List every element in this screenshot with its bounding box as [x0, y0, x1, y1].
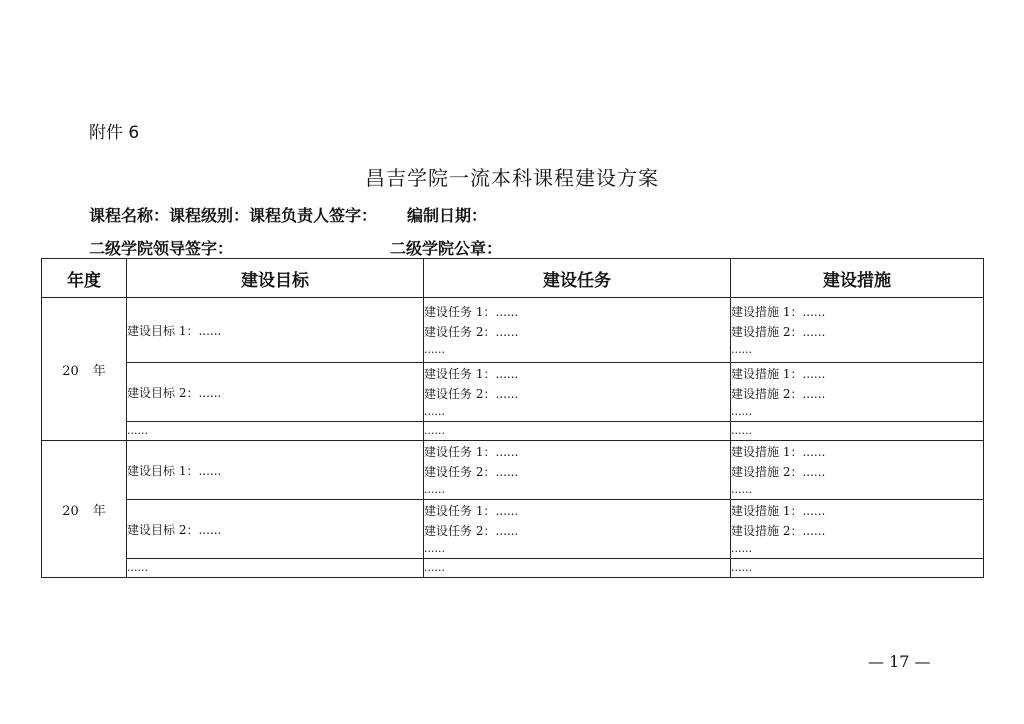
task-cell	[424, 298, 731, 363]
header-task: 建设任务	[424, 259, 731, 298]
table-row	[42, 559, 984, 578]
measure-cell	[731, 500, 984, 559]
table-row	[42, 500, 984, 559]
year-unit: 年	[92, 503, 106, 519]
task-item: 建设任务 2：......	[424, 524, 519, 538]
task-item: ......	[424, 343, 445, 356]
goal-cell: 建设目标 1：......	[127, 441, 424, 500]
measure-item: ......	[731, 343, 752, 356]
task-item: 建设任务 1：......	[424, 367, 519, 381]
attachment-label: 附件 6	[89, 123, 140, 143]
meta-line-1	[89, 203, 487, 226]
measure-item: 建设措施 1：......	[731, 367, 826, 381]
year-unit: 年	[92, 363, 106, 379]
task-item: 建设任务 2：......	[424, 387, 519, 401]
compile-date-label: 编制日期：	[407, 206, 488, 225]
goal-cell: 建设目标 2：......	[127, 363, 424, 422]
measure-item: 建设措施 1：......	[731, 305, 826, 319]
task-item: ......	[424, 542, 445, 555]
measure-item: 建设措施 1：......	[731, 445, 826, 459]
more-measures-cell: ......	[731, 422, 984, 441]
measure-cell	[731, 441, 984, 500]
task-item: 建设任务 1：......	[424, 305, 519, 319]
table-header-row	[42, 259, 984, 298]
construction-plan-table	[41, 258, 984, 578]
table-row	[42, 298, 984, 363]
task-item: 建设任务 1：......	[424, 445, 519, 459]
meta-line-2	[89, 236, 503, 259]
college-seal-label: 二级学院公章：	[390, 239, 503, 258]
table-row	[42, 363, 984, 422]
measure-item: 建设措施 2：......	[731, 524, 826, 538]
more-goals-cell: ......	[127, 422, 424, 441]
measure-item: 建设措施 1：......	[731, 504, 826, 518]
measure-item: 建设措施 2：......	[731, 387, 826, 401]
task-item: ......	[424, 483, 445, 496]
year-number: 20	[62, 363, 79, 379]
task-cell	[424, 441, 731, 500]
header-goal: 建设目标	[127, 259, 424, 298]
task-item: 建设任务 1：......	[424, 504, 519, 518]
measure-item: 建设措施 2：......	[731, 465, 826, 479]
measure-item: ......	[731, 542, 752, 555]
college-leader-signature-label: 二级学院领导签字：	[89, 239, 234, 258]
course-info-labels: 课程名称：课程级别：课程负责人签字：	[89, 206, 378, 225]
goal-cell: 建设目标 1：......	[127, 298, 424, 363]
table-row	[42, 422, 984, 441]
measure-item: ......	[731, 405, 752, 418]
year-number: 20	[62, 503, 79, 519]
year-cell	[42, 298, 127, 441]
header-year: 年度	[42, 259, 127, 298]
task-cell	[424, 363, 731, 422]
task-item: ......	[424, 405, 445, 418]
table-row	[42, 441, 984, 500]
more-tasks-cell: ......	[424, 559, 731, 578]
header-measure: 建设措施	[731, 259, 984, 298]
page-number: — 17 —	[868, 652, 931, 671]
more-measures-cell: ......	[731, 559, 984, 578]
goal-cell: 建设目标 2：......	[127, 500, 424, 559]
task-cell	[424, 500, 731, 559]
year-cell	[42, 441, 127, 578]
measure-cell	[731, 363, 984, 422]
more-tasks-cell: ......	[424, 422, 731, 441]
task-item: 建设任务 2：......	[424, 325, 519, 339]
measure-item: 建设措施 2：......	[731, 325, 826, 339]
document-title: 昌吉学院一流本科课程建设方案	[365, 166, 659, 190]
task-item: 建设任务 2：......	[424, 465, 519, 479]
measure-cell	[731, 298, 984, 363]
more-goals-cell: ......	[127, 559, 424, 578]
measure-item: ......	[731, 483, 752, 496]
